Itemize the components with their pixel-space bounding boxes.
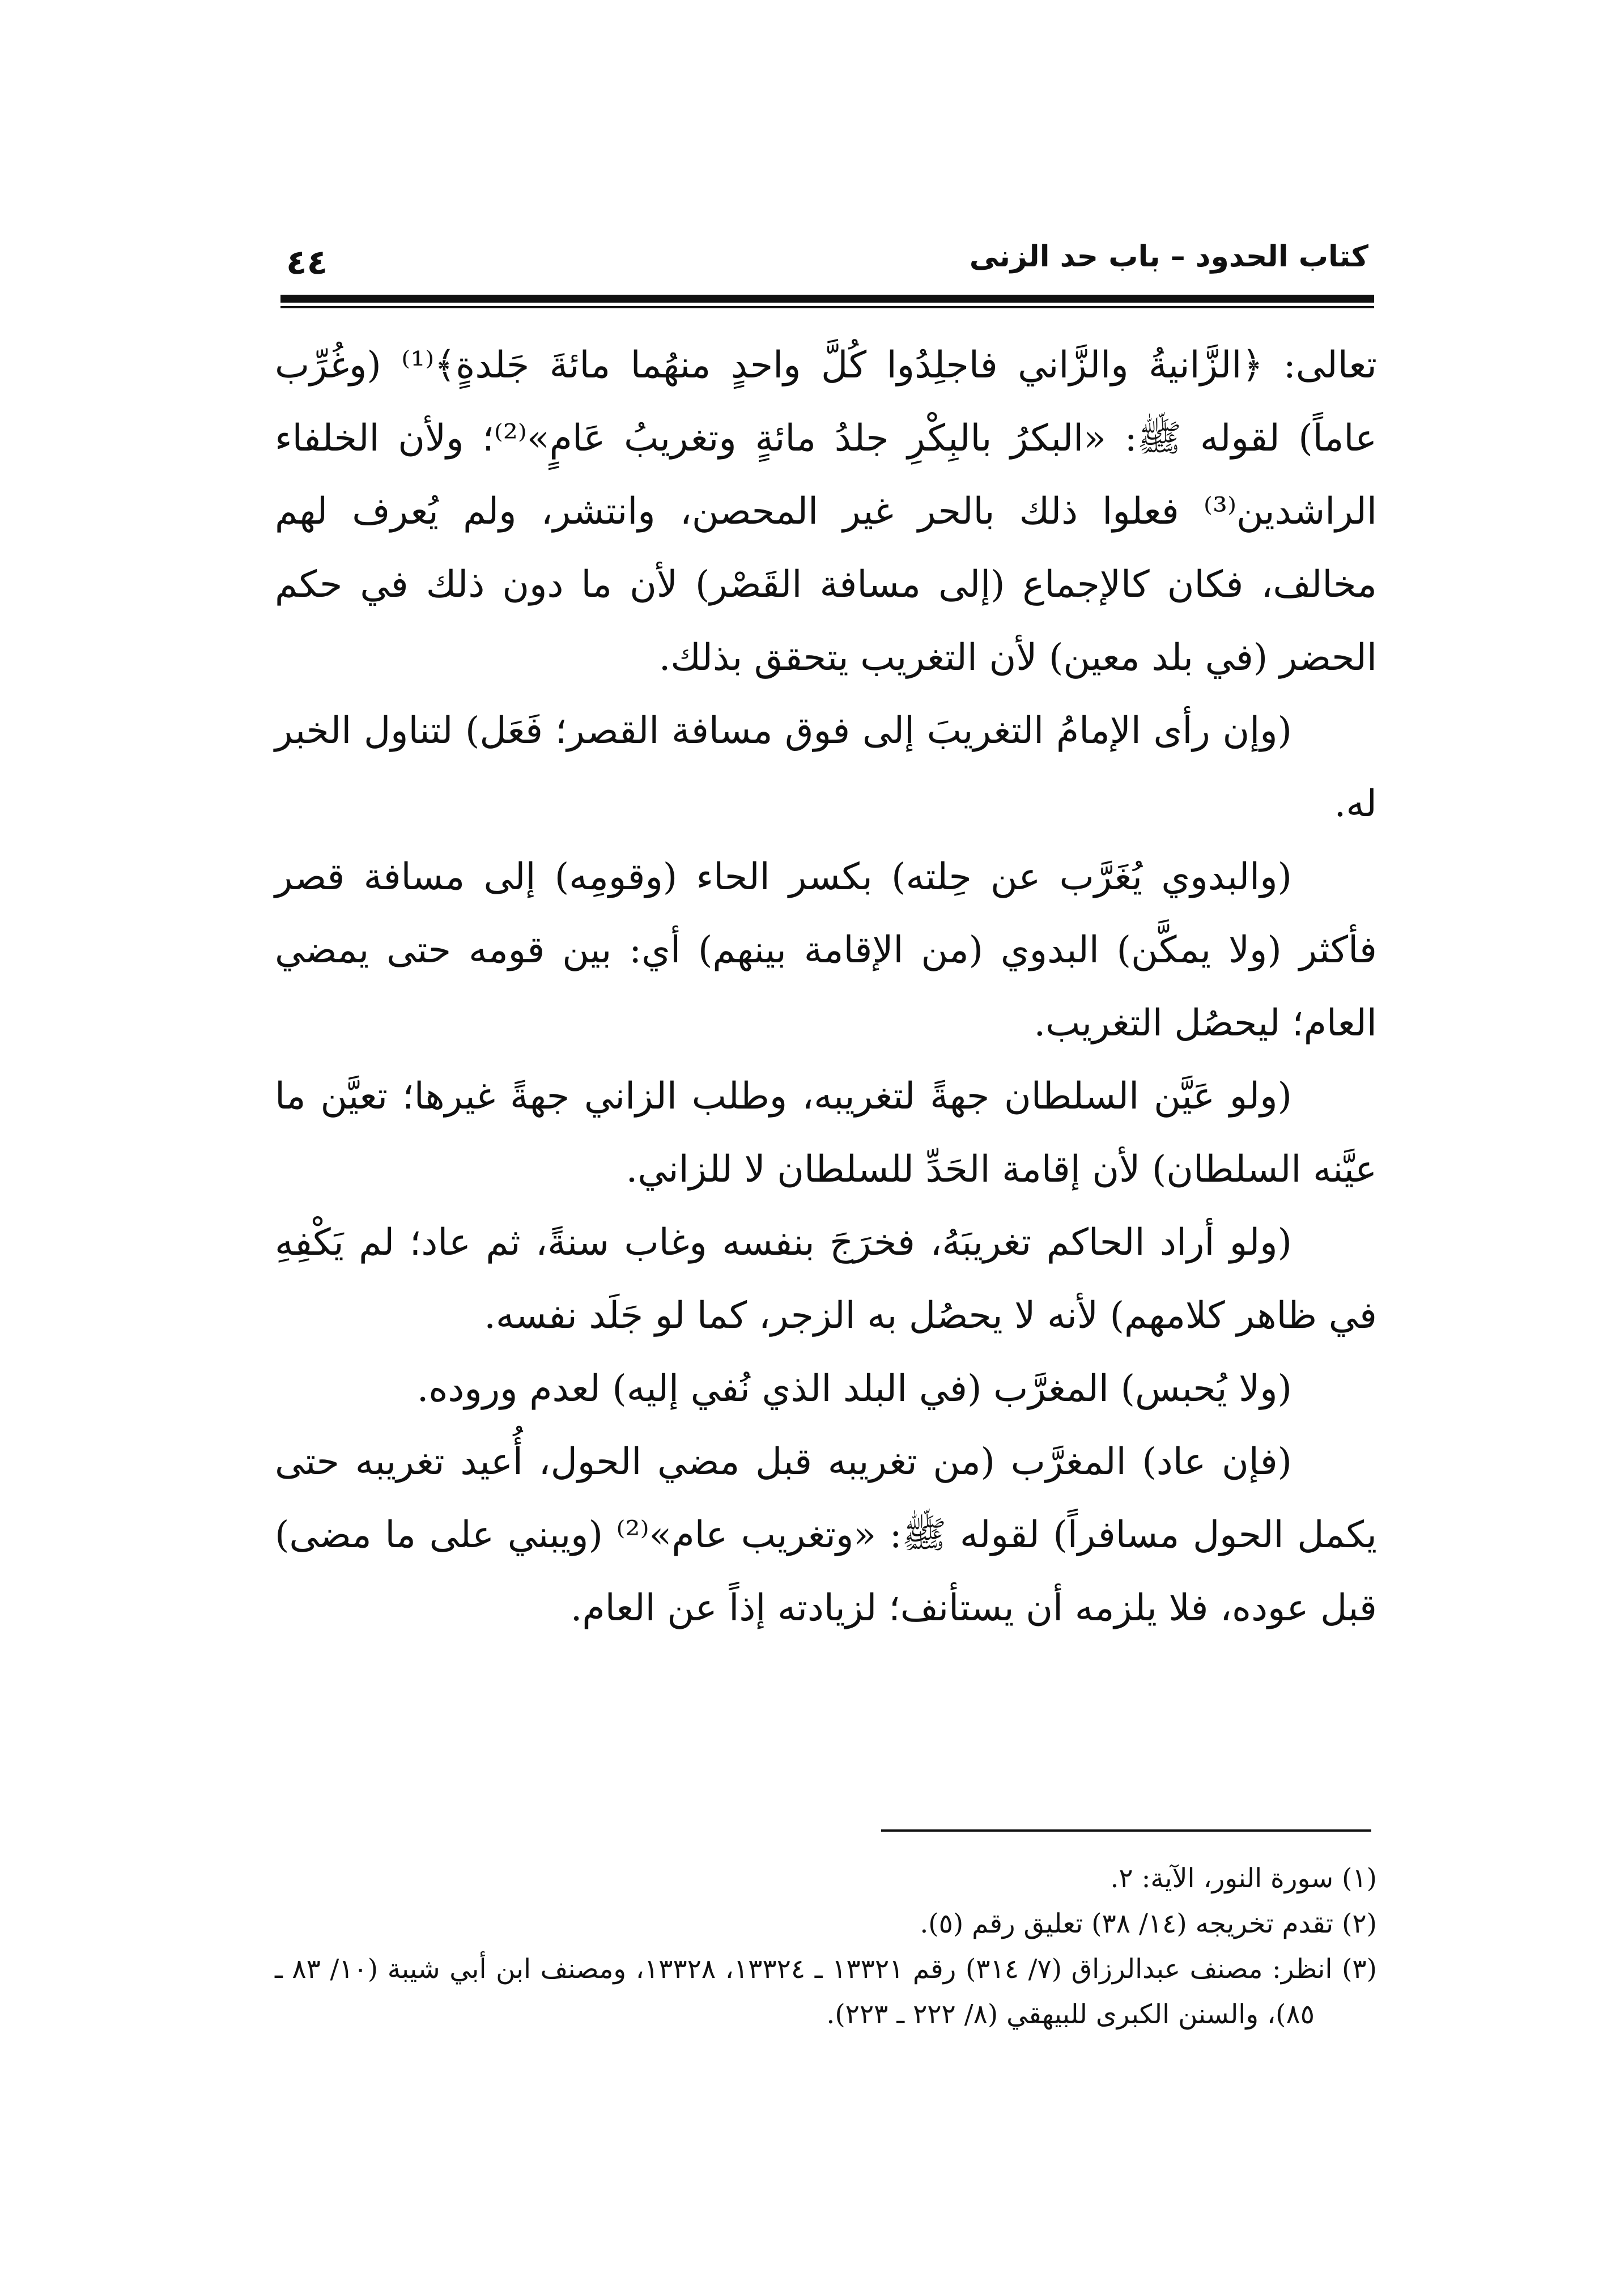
paragraph: (ولا يُحبس) المغرَّب (في البلد الذي نُفي إليه) لعدم وروده. [416, 1368, 1292, 1410]
paragraph: (والبدوي يُغَرَّب عن حِلته) بكسر الحاء (وقومِه) إلى مسافة قصر فأكثر (ولا يمكَّن) البدوي (من الإقامة بينهم) أي: بين قومه حتى يمضي العام؛ ليحصُل التغريب. [275, 856, 1377, 1044]
paragraph: (ولو عَيَّن السلطان جهةً لتغريبه، وطلب الزاني جهةً غيرها؛ تعيَّن ما عيَّنه السلطان) لأن إقامة الحَدِّ للسلطان لا للزاني. [275, 1075, 1377, 1191]
running-header [280, 237, 1368, 294]
footnote: (٢) تقدم تخريجه (١٤/ ٣٨) تعليق رقم (٥). [920, 1908, 1377, 1939]
main-text [275, 329, 1377, 1645]
paragraph: (فإن عاد) المغرَّب (من تغريبه قبل مضي الحول، أُعيد تغريبه حتى يكمل الحول مسافراً) لقوله ﷺ: «وتغريب عام»⁽²⁾ (ويبني على ما مضى) قبل عوده، فلا يلزمه أن يستأنف؛ لزيادته إذاً عن العام. [275, 1441, 1377, 1629]
footnote-separator [881, 1829, 1371, 1832]
chapter-title: كتاب الحدود – باب حد الزنى [969, 240, 1368, 274]
footnotes [275, 1856, 1377, 2037]
paragraph: (وإن رأى الإمامُ التغريبَ إلى فوق مسافة القصر؛ فَعَل) لتناول الخبر له. [275, 710, 1377, 825]
footnote: (٣) انظر: مصنف عبدالرزاق (٧/ ٣١٤) رقم ١٣٣٢١ ـ ١٣٣٢٤، ١٣٣٢٨، ومصنف ابن أبي شيبة (١٠/ ٨٣ ـ ٨٥)، والسنن الكبرى للبيهقي (٨/ ٢٢٢ ـ ٢٢٣). [275, 1954, 1378, 2030]
paragraph: (ولو أراد الحاكم تغريبَهُ، فخرَجَ بنفسه وغاب سنةً، ثم عاد؛ لم يَكْفِهِ في ظاهر كلامهم) لأنه لا يحصُل به الزجر، كما لو جَلَد نفسه. [275, 1221, 1377, 1337]
header-rule-thin [280, 306, 1374, 308]
paragraph: تعالى: ﴿الزَّانيةُ والزَّاني فاجلِدُوا كُلَّ واحدٍ منهُما مائةَ جَلدةٍ﴾⁽¹⁾ (وغُرِّب عاماً) لقوله ﷺ: «البكرُ بالبِكْرِ جلدُ مائةٍ وتغريبُ عَامٍ»⁽²⁾؛ ولأن الخلفاء الراشدين⁽³⁾ فعلوا ذلك بالحر غير المحصن، وانتشر، ولم يُعرف لهم مخالف، فكان كالإجماع (إلى مسافة القَصْر) لأن ما دون ذلك في حكم الحضر (في بلد معين) لأن التغريب يتحقق بذلك. [275, 344, 1378, 679]
page-number: ٤٤ [286, 243, 328, 282]
header-rule-thick [280, 295, 1374, 303]
footnote: (١) سورة النور، الآية: ٢. [1110, 1863, 1377, 1894]
